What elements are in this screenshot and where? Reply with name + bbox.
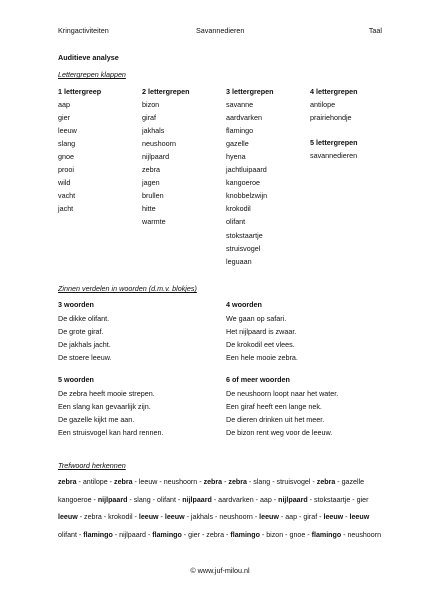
header-right: Taal [368,26,382,35]
word-item: prairiehondje [310,112,352,122]
keyword-target: flamingo [311,530,342,539]
syllable-column [58,88,101,218]
word-item: knobbelzwijn [226,191,268,201]
word-item: wild [58,178,71,188]
sentence-line: Een slang kan gevaarlijk zijn. [58,401,151,411]
word-item: slang [58,138,76,148]
sentence-line: De jakhals jacht. [58,339,111,349]
syllable-column [142,88,190,232]
word-item: prooi [58,165,74,175]
keyword-target: leeuw [138,513,159,522]
word-item: giraf [142,112,156,122]
sentence-group [58,301,218,367]
word-item: leguaan [226,256,252,266]
word-item: nijlpaard [142,152,170,162]
word-item: savannedieren [310,150,358,160]
keyword-word: aap [259,495,272,504]
word-item: gier [58,112,70,122]
keyword-word: gier [188,530,200,539]
syllable-column-head: 5 lettergrepen [310,138,358,147]
syllable-column [226,88,274,271]
keyword-word: slang [253,478,271,486]
sentence-line: De krokodil eet vlees. [226,339,295,349]
keyword-target: zebra [228,478,247,486]
section-title: Auditieve analyse [58,53,119,62]
word-item: vacht [58,191,76,201]
word-item: warmte [142,217,166,227]
keyword-word: slang [133,495,151,504]
word-item: jakhals [142,125,165,135]
word-item: jagen [142,178,160,188]
sentence-line: Een giraf heeft een lange nek. [226,401,322,411]
sentence-line: De stoere leeuw. [58,352,112,362]
keyword-target: zebra [203,478,223,486]
word-item: stokstaartje [226,230,263,240]
sentence-line: Een struisvogel kan hard rennen. [58,427,164,437]
sentence-line: Het nijlpaard is zwaar. [226,326,297,336]
word-item: leeuw [58,125,77,135]
keyword-target: flamingo [230,530,260,539]
sentence-group-head: 6 of meer woorden [226,375,290,384]
syllable-column [310,88,358,127]
keyword-word: giraf [303,513,318,522]
header-center: Savannedieren [196,26,245,35]
keyword-word: stokstaartje [314,495,351,504]
sentence-line: De dieren drinken uit het meer. [226,414,325,424]
keyword-word: nijlpaard [119,530,146,539]
sentence-group-head: 5 woorden [58,375,94,384]
sentence-line: De bizon rent weg voor de leeuw. [226,427,333,437]
word-item: bizon [142,99,160,109]
sentence-group [226,376,386,442]
sentences-subtitle: Zinnen verdelen in woorden (d.m.v. blokjes) [58,284,197,293]
keyword-word: antilope [82,478,108,486]
keyword-rows [58,478,388,548]
syllable-column-head: 4 lettergrepen [310,87,358,96]
word-item: savanne [226,99,254,109]
keyword-target: zebra [114,478,133,486]
keyword-target: leeuw [349,513,370,522]
keyword-row: leeuw - zebra - krokodil - leeuw - leeuw - jakhals - neushoorn - leeuw - aap - giraf - leeuw - leeuw [58,513,370,522]
keyword-row: zebra - antilope - zebra - leeuw - neushoorn - zebra - zebra - slang - struisvogel - zebra - gazelle [58,478,365,486]
word-item: neushoorn [142,138,176,148]
keyword-word: kangoeroe [58,495,92,504]
keyword-target: zebra [58,478,77,486]
keyword-word: bizon [266,530,284,539]
word-item: hitte [142,204,156,214]
sentence-line: De grote giraf. [58,326,104,336]
word-item: flamingo [226,125,254,135]
keyword-word: aardvarken [218,495,254,504]
sentence-line: De zebra heeft mooie strepen. [58,388,155,398]
syllable-column-head: 2 lettergrepen [142,87,190,96]
word-item: kangoeroe [226,178,260,188]
keyword-target: nijlpaard [278,495,308,504]
keyword-word: neushoorn [347,530,382,539]
sentence-line: De dikke olifant. [58,313,110,323]
keyword-word: struisvogel [276,478,311,486]
syllables-subtitle: Lettergrepen klappen [58,70,126,79]
keyword-target: zebra [316,478,336,486]
keyword-target: nijlpaard [182,495,212,504]
keyword-row: olifant - flamingo - nijlpaard - flamingo - gier - zebra - flamingo - bizon - gnoe - flamingo - neushoorn [58,530,382,539]
keyword-subtitle: Trefwoord herkennen [58,461,126,470]
keyword-target: leeuw [259,513,279,522]
sentence-line: Een hele mooie zebra. [226,352,298,362]
syllable-column-head: 1 lettergreep [58,87,102,96]
keyword-word: gazelle [341,478,365,486]
word-item: krokodil [226,204,251,214]
keyword-word: neushoorn [163,478,198,486]
keyword-target: leeuw [164,513,185,522]
keyword-word: gnoe [289,530,306,539]
keyword-word: zebra [206,530,225,539]
keyword-target: flamingo [152,530,182,539]
keyword-word: leeuw [138,478,158,486]
keyword-word: aap [285,513,298,522]
sentence-group [58,376,218,442]
keyword-target: leeuw [323,513,344,522]
word-item: hyena [226,152,246,162]
syllable-column [310,139,358,165]
word-item: gazelle [226,138,249,148]
sentence-group [226,301,386,367]
keyword-word: olifant [58,530,77,539]
keyword-word: zebra [84,513,102,522]
keyword-word: gier [356,495,369,504]
word-item: gnoe [58,152,74,162]
footer-copyright: © www.juf-milou.nl [190,566,250,575]
sentence-line: We gaan op safari. [226,313,287,323]
word-item: olifant [226,217,246,227]
syllable-column-head: 3 lettergrepen [226,87,274,96]
keyword-word: neushoorn [219,513,253,522]
sentence-line: De gazelle kijkt me aan. [58,414,135,424]
sentence-group-head: 3 woorden [58,300,94,309]
sentence-line: De neushoorn loopt naar het water. [226,388,339,398]
sentence-group-head: 4 woorden [226,300,262,309]
keyword-target: flamingo [83,530,113,539]
word-item: zebra [142,165,160,175]
word-item: aardvarken [226,112,262,122]
word-item: jachtluipaard [226,165,267,175]
keyword-target: leeuw [58,513,78,522]
keyword-word: krokodil [108,513,133,522]
word-item: struisvogel [226,243,261,253]
keyword-row: kangoeroe - nijlpaard - slang - olifant - nijlpaard - aardvarken - aap - nijlpaard - stokstaartje - gier [58,495,369,504]
word-item: brullen [142,191,164,201]
keyword-word: jakhals [190,513,214,522]
header-left: Kringactiviteiten [58,26,109,35]
keyword-target: nijlpaard [97,495,128,504]
word-item: antilope [310,99,336,109]
word-item: jacht [58,204,74,214]
word-item: aap [58,99,70,109]
keyword-word: olifant [157,495,176,504]
